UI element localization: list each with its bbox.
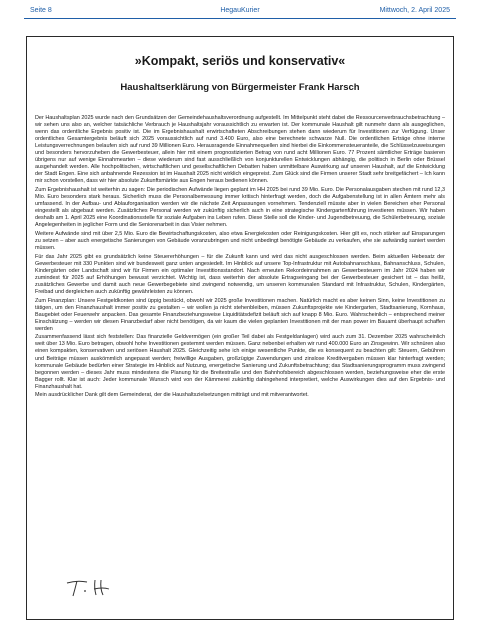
header-divider	[24, 18, 456, 19]
article-headline: »Kompakt, seriös und konservativ«	[134, 54, 346, 68]
signature-icon	[63, 577, 123, 599]
article-paragraph: Weitere Aufwände sind mit über 2,5 Mio. Euro die Bewirtschaftungskosten, also etwa Energiekosten oder Reinigungskosten. Hier gilt es, noch stärker auf Einsparungen zu setzen – aber auch energetische Sanierungen von Gebäude voranzubringen und nicht unbedingt benötigte Gebäude zu verkaufen, ehe sie aufwändig saniert werden müssen.	[35, 230, 445, 252]
publication-name: HegauKurier	[220, 7, 260, 14]
article-paragraph: Zum Ergebnishaushalt ist weiterhin zu sagen: Die periodischen Aufwände liegen geplant im HH 2025 bei rund 39 Mio. Euro. Die Personalausgaben stechen mit rund 12,3 Mio. Euro besonders stark heraus. Sicherlich muss die Personalbemessung immer kritisch hinterfragt werden, doch die Aufgabenstellung ist in allen Ämtern mehr als umfassend. In der Aufbau- und Ablauforganisation werden wir die nächste Zeit Anpassungen vornehmen. Tendenziell müsste aber in vielen Bereichen eher Personal eingestellt als abgebaut werden. Zusätzliches Personal werden wir zukünftig sicherlich auch in eine strategische Kindergartenführung investieren müssen. Wir haben deshalb am 1. April 2025 eine Koordinationsstelle für soziale Aufgaben ins Leben rufen. Diese Stelle soll die Kinder- und Jugendbetreuung, die Schülerbetreuung, soziale Angelegenheiten in jeglicher Form und die Seniorenarbeit in das Visier nehmen.	[35, 187, 445, 229]
article-paragraph: Zusammenfassend lässt sich feststellen: Das finanzielle Geldvermögen (ein großer Teil dabei als Festgeldanlagen) wird auch zum 31. Dezember 2025 wahrscheinlich weit über 13 Mio. Euro betragen, obwohl hohe Investitionen gestemmt werden müssen. Ganz nebenbei erhalten wir rund 400.000 Euro an Zinsgewinn. Wir schnüren also einen kompakten, konservativen und seriösen Haushalt 2025. Gleichzeitig sehe ich einige wesentliche Punkte, die es konsequent zu beachten gilt: Steuern, Gebühren und Beiträge müssen auskömmlich angepasst werden; freiwillige Ausgaben, großzügige Zuwendungen und zinslose Kreditvergaben müssen klar hinterfragt werden; kommunale Gebäude bedürfen einer Strategie im Hinblick auf Nutzung, energetische Sanierung und Zukunftsbetrachtung; das Stadtsanierungsprogramm muss zwingend begonnen werden – dieses Jahr muss mindestens die Planung für die Breitestraße und den Bahnhofsbereich abgeschlossen werden, beziehungsweise eher die erste Bagger rollt. Klar ist auch: Jeder kommunale Wunsch wird von der Kämmerei zukünftig dahingehend interpretiert, welche Auswirkungen dies auf den Ergebnis- und Finanzhaushalt hat.	[35, 334, 445, 390]
article-frame	[26, 36, 454, 620]
page-number: Seite 8	[30, 7, 52, 14]
article-paragraph: Zum Finanzplan: Unsere Festgeldkonten sind üppig bestückt, obwohl wir 2025 große Investitionen machen. Natürlich macht es aber keinen Sinn, keine Investitionen zu tätigen, um den Finanzhaushalt immer positiv zu gestalten – wir wollen ja nicht stehenbleiben, müssen Zukunftsprojekte wie Kindergarten, Stadtsanierung, Kornhaus, Baugebiet oder Feuerwehr anpacken. Das gesamte Finanzbeziehungsweise Liquiditätsdefizit beläuft sich auf knapp 8 Mio. Euro. Wahrscheinlich – entsprechend meiner Einschätzung – werden wir diesen Finanzbedarf aber nicht benötigen, da wir kaum die vielen geplanten Investitionen mit der man power im Bauamt überhaupt schaffen werden	[35, 297, 445, 332]
article-paragraph: Für das Jahr 2025 gibt es grundsätzlich keine Steuererhöhungen – für die Zukunft kann und wird das nicht ausgeschlossen werden. Beim aktuellen Hebesatz der Gewerbesteuer mit 330 Punkten sind wir bundesweit ganz unten angesiedelt. Im Hinblick auf unsere Top-Infrastruktur mit Autobahnanschluss, Bahnanschluss, Schulen, Kindergärten oder Landschaft sind wir für Firmen ein optimaler Investitionsstandort. Nach erneuten Rekordeinnahmen an Gewerbesteuern im Jahr 2024 haben wir zumindest für 2025 auf Erhöhungen bewusst verzichtet. Wichtig ist, dass weiterhin der absolute Ertragseingang bei der Gewerbesteuer gesichert ist – das heißt, zusätzliches Gewerbe und damit auch neue Gewerbegebiete sind zwingend notwendig, um unseren kommunalen Standard mit Infrastruktur, Schulen, Kindergärten, Freibad und dergleichen auch zukünftig gewährleisten zu können.	[35, 253, 445, 295]
article-paragraph: Der Haushaltsplan 2025 wurde nach den Grundsätzen der Gemeindehaushaltsverordnung aufgestellt. Im Mittelpunkt steht dabei die Ressourcenverbrauchsbetrachtung – wir sehen uns also an, welcher tatsächliche Verbrauch je Haushaltsjahr voraussichtlich zu erwarten ist. Der kommunale Haushalt gilt nunmehr dann als ausgeglichen, wenn das ordentliche Ergebnis positiv ist. Die im Ergebnishaushalt erwirtschafteten Abschreibungen stehen dann wiederum für Investitionen zur Verfügung. Unser ordentliches Gesamtergebnis beläuft sich 2025 voraussichtlich auf rund 3.400 Euro, also eine berechnete schwarze Null. Die ordentlichen Erträge ohne interne Leistungsverrechnungen belaufen sich auf rund 39 Millionen Euro. Herausragende Einnahmequellen sind hierbei die Einkommensteueranteile, die Schlüsselzuweisungen und besonders hervorzuheben die Gewerbesteuer, allein hier mit einem prognostizierten Betrag von rund acht Millionen Euro. 77 Prozent sämtlicher Erträge basieren übrigens nur auf wenige Einnahmearten – diese wiederum sind fast ausschließlich von konjunkturellen Entwicklungen abhängig, die politisch in Berlin oder Brüssel ausgehandelt werden. Alle hochpolitischen, wirtschaftlichen und gesellschaftlichen Debatten haben unmittelbare Auswirkung auf unseren Haushalt, auf die Entwicklung der Stadt Engen. Eine sich anbahnende Rezession ist im Haushalt 2025 nicht wirklich eingepreist. Zum Glück sind die Firmen unserer Stadt sehr breitgefächert – Ich kann mir schon vorstellen, dass wir hier absolute Zukunftsmärkte aus Engen heraus bedienen können.	[35, 115, 445, 185]
page-header	[24, 6, 456, 18]
article-body	[35, 115, 445, 401]
article-paragraph: Mein ausdrücklicher Dank gilt dem Gemeinderat, der die Haushaltszielsetzungen mitträgt und mit mitverantwortet.	[35, 392, 309, 399]
issue-date: Mittwoch, 2. April 2025	[379, 7, 450, 14]
article-subheadline: Haushaltserklärung von Bürgermeister Frank Harsch	[120, 82, 360, 93]
